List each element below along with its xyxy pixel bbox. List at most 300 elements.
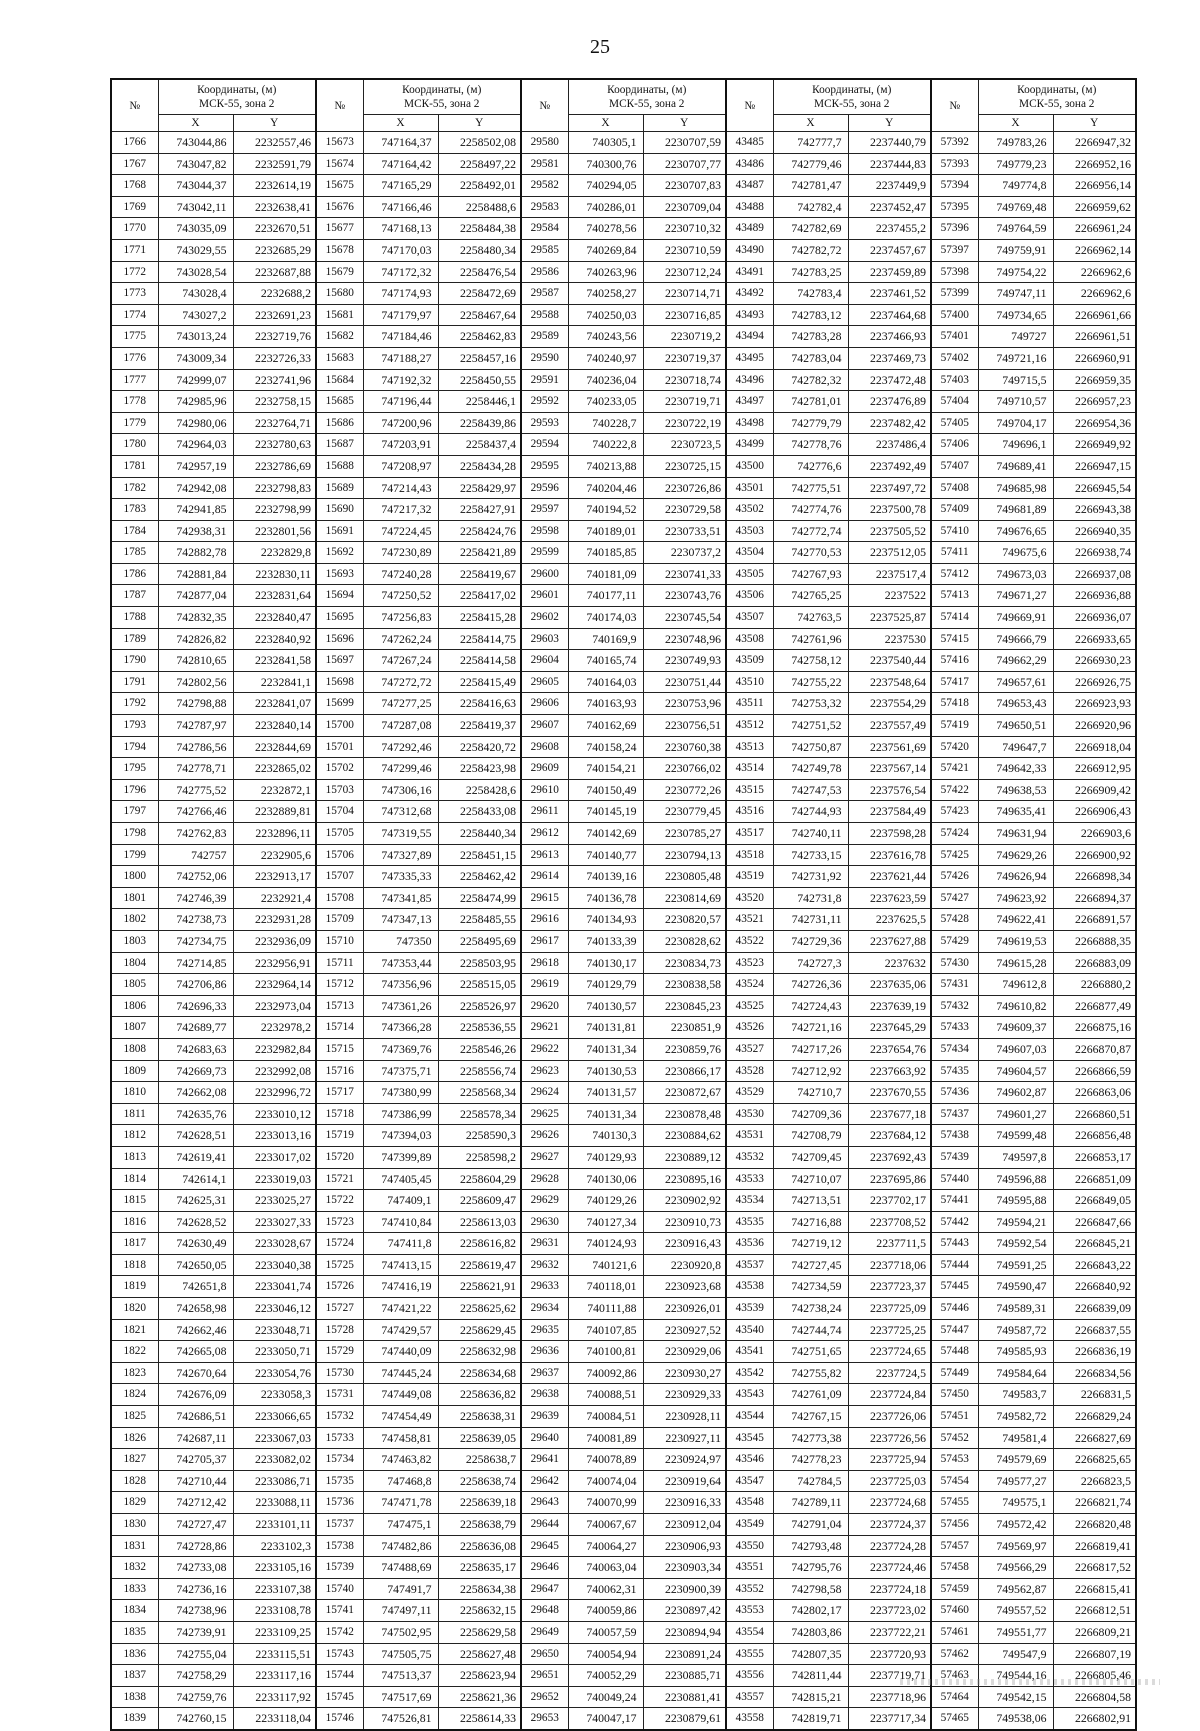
coord-y: 2237444,83 xyxy=(848,153,931,175)
point-number: 1836 xyxy=(111,1643,158,1665)
point-number: 1766 xyxy=(111,132,158,154)
coord-y: 2266936,88 xyxy=(1053,585,1136,607)
coord-y: 2258474,99 xyxy=(438,887,521,909)
coord-y: 2233117,16 xyxy=(233,1665,316,1687)
point-number: 57464 xyxy=(931,1686,978,1708)
coord-y: 2266837,55 xyxy=(1053,1319,1136,1341)
coord-x: 742882,78 xyxy=(158,542,233,564)
point-number: 15701 xyxy=(316,736,363,758)
coord-x: 749734,65 xyxy=(978,304,1053,326)
point-number: 57442 xyxy=(931,1211,978,1233)
table-row xyxy=(111,1578,1136,1600)
coord-x: 742782,32 xyxy=(773,369,848,391)
point-number: 15689 xyxy=(316,477,363,499)
point-number: 29582 xyxy=(521,175,568,197)
point-number: 57401 xyxy=(931,326,978,348)
coord-x: 747184,46 xyxy=(363,326,438,348)
coord-y: 2258636,08 xyxy=(438,1535,521,1557)
coord-y: 2266923,93 xyxy=(1053,693,1136,715)
coord-x: 747256,83 xyxy=(363,607,438,629)
coord-y: 2266870,87 xyxy=(1053,1038,1136,1060)
point-number: 29651 xyxy=(521,1665,568,1687)
point-number: 43529 xyxy=(726,1082,773,1104)
coord-y: 2258638,31 xyxy=(438,1406,521,1428)
coord-y: 2266877,49 xyxy=(1053,995,1136,1017)
coord-x: 749657,61 xyxy=(978,671,1053,693)
coord-y: 2258419,67 xyxy=(438,563,521,585)
coord-y: 2266843,22 xyxy=(1053,1254,1136,1276)
coord-x: 742670,64 xyxy=(158,1362,233,1384)
coord-y: 2232638,41 xyxy=(233,196,316,218)
point-number: 43497 xyxy=(726,391,773,413)
coord-y: 2237598,28 xyxy=(848,823,931,845)
coord-y: 2258578,34 xyxy=(438,1103,521,1125)
point-number: 1832 xyxy=(111,1557,158,1579)
coord-y: 2258613,03 xyxy=(438,1211,521,1233)
table-row xyxy=(111,650,1136,672)
header-coordinates-line2: МСК-55, зона 2 xyxy=(404,98,480,110)
coord-y: 2258488,6 xyxy=(438,196,521,218)
point-number: 57446 xyxy=(931,1298,978,1320)
point-number: 57444 xyxy=(931,1254,978,1276)
coord-y: 2230722,19 xyxy=(643,412,726,434)
coord-y: 2237486,4 xyxy=(848,434,931,456)
header-num: № xyxy=(521,79,568,132)
point-number: 43555 xyxy=(726,1643,773,1665)
coord-y: 2237554,29 xyxy=(848,693,931,715)
point-number: 1779 xyxy=(111,412,158,434)
point-number: 29649 xyxy=(521,1621,568,1643)
coord-y: 2230919,64 xyxy=(643,1470,726,1492)
coord-y: 2233017,02 xyxy=(233,1146,316,1168)
coord-y: 2258467,64 xyxy=(438,304,521,326)
coord-x: 747413,15 xyxy=(363,1254,438,1276)
coord-y: 2232913,17 xyxy=(233,866,316,888)
point-number: 1801 xyxy=(111,887,158,909)
point-number: 43507 xyxy=(726,607,773,629)
coord-y: 2237719,71 xyxy=(848,1665,931,1687)
coord-y: 2266820,48 xyxy=(1053,1514,1136,1536)
coord-y: 2230927,52 xyxy=(643,1319,726,1341)
point-number: 15720 xyxy=(316,1146,363,1168)
coord-x: 749727 xyxy=(978,326,1053,348)
coord-y: 2232964,14 xyxy=(233,974,316,996)
coord-x: 747482,86 xyxy=(363,1535,438,1557)
coord-y: 2237635,06 xyxy=(848,974,931,996)
coord-y: 2266906,43 xyxy=(1053,801,1136,823)
point-number: 43522 xyxy=(726,930,773,952)
coord-y: 2237616,78 xyxy=(848,844,931,866)
coord-y: 2230820,57 xyxy=(643,909,726,931)
point-number: 29601 xyxy=(521,585,568,607)
point-number: 29612 xyxy=(521,823,568,845)
coord-y: 2233108,78 xyxy=(233,1600,316,1622)
coord-y: 2266909,42 xyxy=(1053,779,1136,801)
point-number: 1834 xyxy=(111,1600,158,1622)
coord-y: 2237723,37 xyxy=(848,1276,931,1298)
point-number: 43495 xyxy=(726,347,773,369)
coord-y: 2258437,4 xyxy=(438,434,521,456)
coord-y: 2237645,29 xyxy=(848,1017,931,1039)
coord-x: 740134,93 xyxy=(568,909,643,931)
coord-x: 749612,8 xyxy=(978,974,1053,996)
point-number: 29580 xyxy=(521,132,568,154)
coord-y: 2230794,13 xyxy=(643,844,726,866)
coord-y: 2232780,63 xyxy=(233,434,316,456)
coord-x: 743028,54 xyxy=(158,261,233,283)
point-number: 15709 xyxy=(316,909,363,931)
point-number: 1773 xyxy=(111,283,158,305)
coord-x: 747217,32 xyxy=(363,499,438,521)
coord-y: 2266962,6 xyxy=(1053,283,1136,305)
coord-x: 749673,03 xyxy=(978,563,1053,585)
coord-y: 2237677,18 xyxy=(848,1103,931,1125)
point-number: 29634 xyxy=(521,1298,568,1320)
coord-y: 2266860,51 xyxy=(1053,1103,1136,1125)
coord-x: 742713,51 xyxy=(773,1190,848,1212)
point-number: 29583 xyxy=(521,196,568,218)
coord-x: 742721,16 xyxy=(773,1017,848,1039)
point-number: 15691 xyxy=(316,520,363,542)
point-number: 57431 xyxy=(931,974,978,996)
table-row xyxy=(111,779,1136,801)
point-number: 57395 xyxy=(931,196,978,218)
coord-x: 740222,8 xyxy=(568,434,643,456)
coord-y: 2230838,58 xyxy=(643,974,726,996)
table-row xyxy=(111,995,1136,1017)
coord-x: 749562,87 xyxy=(978,1578,1053,1600)
coord-x: 742651,8 xyxy=(158,1276,233,1298)
table-row xyxy=(111,132,1136,154)
coord-x: 742762,83 xyxy=(158,823,233,845)
coord-y: 2232831,64 xyxy=(233,585,316,607)
coord-x: 742802,17 xyxy=(773,1600,848,1622)
coord-x: 749582,72 xyxy=(978,1406,1053,1428)
table-row xyxy=(111,607,1136,629)
point-number: 15735 xyxy=(316,1470,363,1492)
point-number: 29633 xyxy=(521,1276,568,1298)
point-number: 57398 xyxy=(931,261,978,283)
coord-y: 2232685,29 xyxy=(233,239,316,261)
point-number: 57396 xyxy=(931,218,978,240)
coord-x: 742687,11 xyxy=(158,1427,233,1449)
coord-y: 2230924,97 xyxy=(643,1449,726,1471)
coord-x: 740063,04 xyxy=(568,1557,643,1579)
coord-x: 742740,11 xyxy=(773,823,848,845)
point-number: 1802 xyxy=(111,909,158,931)
table-row xyxy=(111,1254,1136,1276)
coord-y: 2258439,86 xyxy=(438,412,521,434)
coord-y: 2233027,33 xyxy=(233,1211,316,1233)
coord-y: 2258419,37 xyxy=(438,715,521,737)
point-number: 29625 xyxy=(521,1103,568,1125)
point-number: 43553 xyxy=(726,1600,773,1622)
point-number: 15695 xyxy=(316,607,363,629)
coord-x: 742635,76 xyxy=(158,1103,233,1125)
coord-x: 749547,9 xyxy=(978,1643,1053,1665)
coord-x: 740062,31 xyxy=(568,1578,643,1600)
coord-x: 742614,1 xyxy=(158,1168,233,1190)
coord-y: 2232921,4 xyxy=(233,887,316,909)
coord-y: 2237449,9 xyxy=(848,175,931,197)
coord-x: 740139,16 xyxy=(568,866,643,888)
coord-x: 742628,51 xyxy=(158,1125,233,1147)
point-number: 57420 xyxy=(931,736,978,758)
point-number: 57443 xyxy=(931,1233,978,1255)
point-number: 29626 xyxy=(521,1125,568,1147)
point-number: 57422 xyxy=(931,779,978,801)
point-number: 43487 xyxy=(726,175,773,197)
coord-x: 742755,22 xyxy=(773,671,848,693)
point-number: 15692 xyxy=(316,542,363,564)
point-number: 15716 xyxy=(316,1060,363,1082)
coord-x: 740145,19 xyxy=(568,801,643,823)
point-number: 1806 xyxy=(111,995,158,1017)
coord-y: 2232841,07 xyxy=(233,693,316,715)
point-number: 43516 xyxy=(726,801,773,823)
coord-x: 747168,13 xyxy=(363,218,438,240)
coord-y: 2266866,59 xyxy=(1053,1060,1136,1082)
coord-x: 743044,37 xyxy=(158,175,233,197)
coord-y: 2230834,73 xyxy=(643,952,726,974)
coord-y: 2266962,14 xyxy=(1053,239,1136,261)
point-number: 43549 xyxy=(726,1514,773,1536)
coord-y: 2258639,05 xyxy=(438,1427,521,1449)
coord-x: 742665,08 xyxy=(158,1341,233,1363)
coord-x: 742751,65 xyxy=(773,1341,848,1363)
coord-y: 2258598,2 xyxy=(438,1146,521,1168)
coord-x: 747179,97 xyxy=(363,304,438,326)
coord-x: 742709,36 xyxy=(773,1103,848,1125)
point-number: 43551 xyxy=(726,1557,773,1579)
point-number: 29620 xyxy=(521,995,568,1017)
coord-y: 2232840,92 xyxy=(233,628,316,650)
point-number: 29650 xyxy=(521,1643,568,1665)
table-row xyxy=(111,909,1136,931)
coord-x: 740263,96 xyxy=(568,261,643,283)
table-row xyxy=(111,1708,1136,1730)
coord-y: 2258546,26 xyxy=(438,1038,521,1060)
coord-y: 2233041,74 xyxy=(233,1276,316,1298)
coord-x: 740140,77 xyxy=(568,844,643,866)
point-number: 29640 xyxy=(521,1427,568,1449)
coord-x: 749774,8 xyxy=(978,175,1053,197)
coord-y: 2237459,89 xyxy=(848,261,931,283)
point-number: 15673 xyxy=(316,132,363,154)
coord-y: 2266957,23 xyxy=(1053,391,1136,413)
table-row xyxy=(111,455,1136,477)
coord-x: 747319,55 xyxy=(363,823,438,845)
table-row xyxy=(111,239,1136,261)
coord-y: 2258590,3 xyxy=(438,1125,521,1147)
coord-x: 740194,52 xyxy=(568,499,643,521)
point-number: 15721 xyxy=(316,1168,363,1190)
point-number: 29635 xyxy=(521,1319,568,1341)
coord-x: 740130,06 xyxy=(568,1168,643,1190)
point-number: 57407 xyxy=(931,455,978,477)
point-number: 15677 xyxy=(316,218,363,240)
coord-y: 2232687,88 xyxy=(233,261,316,283)
point-number: 43544 xyxy=(726,1406,773,1428)
coord-x: 742782,72 xyxy=(773,239,848,261)
point-number: 57414 xyxy=(931,607,978,629)
point-number: 29617 xyxy=(521,930,568,952)
coord-y: 2266912,95 xyxy=(1053,758,1136,780)
table-row xyxy=(111,1384,1136,1406)
coord-x: 742744,93 xyxy=(773,801,848,823)
coord-x: 747188,27 xyxy=(363,347,438,369)
point-number: 15714 xyxy=(316,1017,363,1039)
point-number: 57416 xyxy=(931,650,978,672)
point-number: 1828 xyxy=(111,1470,158,1492)
coord-x: 749666,79 xyxy=(978,628,1053,650)
point-number: 15738 xyxy=(316,1535,363,1557)
coord-y: 2237711,5 xyxy=(848,1233,931,1255)
point-number: 1782 xyxy=(111,477,158,499)
coord-x: 749671,27 xyxy=(978,585,1053,607)
point-number: 15742 xyxy=(316,1621,363,1643)
coord-y: 2258634,68 xyxy=(438,1362,521,1384)
point-number: 43489 xyxy=(726,218,773,240)
table-row xyxy=(111,1319,1136,1341)
header-y: Y xyxy=(233,115,316,132)
coord-y: 2258423,98 xyxy=(438,758,521,780)
coord-x: 749572,42 xyxy=(978,1514,1053,1536)
coord-x: 749676,65 xyxy=(978,520,1053,542)
point-number: 1800 xyxy=(111,866,158,888)
coord-y: 2266831,5 xyxy=(1053,1384,1136,1406)
point-number: 1768 xyxy=(111,175,158,197)
coord-y: 2258621,91 xyxy=(438,1276,521,1298)
coord-x: 749704,17 xyxy=(978,412,1053,434)
coord-y: 2232889,81 xyxy=(233,801,316,823)
coord-x: 747458,81 xyxy=(363,1427,438,1449)
coord-y: 2230814,69 xyxy=(643,887,726,909)
table-row xyxy=(111,1103,1136,1125)
coord-x: 747445,24 xyxy=(363,1362,438,1384)
coord-x: 743009,34 xyxy=(158,347,233,369)
coord-x: 749764,59 xyxy=(978,218,1053,240)
point-number: 43548 xyxy=(726,1492,773,1514)
header-coordinates-line2: МСК-55, зона 2 xyxy=(1019,98,1095,110)
point-number: 57408 xyxy=(931,477,978,499)
coord-x: 742784,5 xyxy=(773,1470,848,1492)
coord-y: 2237695,86 xyxy=(848,1168,931,1190)
coord-y: 2230719,2 xyxy=(643,326,726,348)
coord-x: 742726,36 xyxy=(773,974,848,996)
coord-y: 2230749,93 xyxy=(643,650,726,672)
coord-x: 742783,4 xyxy=(773,283,848,305)
point-number: 57429 xyxy=(931,930,978,952)
coord-x: 740131,57 xyxy=(568,1082,643,1104)
coord-x: 740286,01 xyxy=(568,196,643,218)
coord-x: 742791,04 xyxy=(773,1514,848,1536)
coord-x: 742985,96 xyxy=(158,391,233,413)
point-number: 43500 xyxy=(726,455,773,477)
point-number: 57460 xyxy=(931,1600,978,1622)
point-number: 1825 xyxy=(111,1406,158,1428)
coord-x: 742999,07 xyxy=(158,369,233,391)
coord-x: 747350 xyxy=(363,930,438,952)
point-number: 43538 xyxy=(726,1276,773,1298)
point-number: 15736 xyxy=(316,1492,363,1514)
point-number: 43510 xyxy=(726,671,773,693)
coord-y: 2258568,34 xyxy=(438,1082,521,1104)
point-number: 43514 xyxy=(726,758,773,780)
coord-y: 2258621,36 xyxy=(438,1686,521,1708)
point-number: 43518 xyxy=(726,844,773,866)
table-row xyxy=(111,974,1136,996)
point-number: 57415 xyxy=(931,628,978,650)
coord-x: 740142,69 xyxy=(568,823,643,845)
coord-y: 2237702,17 xyxy=(848,1190,931,1212)
coord-x: 742628,52 xyxy=(158,1211,233,1233)
coord-x: 742710,44 xyxy=(158,1470,233,1492)
coord-y: 2258495,69 xyxy=(438,930,521,952)
point-number: 43503 xyxy=(726,520,773,542)
coord-x: 742752,06 xyxy=(158,866,233,888)
coord-x: 742786,56 xyxy=(158,736,233,758)
coord-y: 2237584,49 xyxy=(848,801,931,823)
coord-y: 2230897,42 xyxy=(643,1600,726,1622)
point-number: 1811 xyxy=(111,1103,158,1125)
point-number: 1791 xyxy=(111,671,158,693)
coord-x: 740129,79 xyxy=(568,974,643,996)
coord-y: 2258492,01 xyxy=(438,175,521,197)
point-number: 29644 xyxy=(521,1514,568,1536)
table-row xyxy=(111,715,1136,737)
coord-y: 2266849,05 xyxy=(1053,1190,1136,1212)
header-coordinates xyxy=(363,79,521,115)
coord-x: 747230,89 xyxy=(363,542,438,564)
coord-x: 742810,65 xyxy=(158,650,233,672)
coord-x: 742765,25 xyxy=(773,585,848,607)
coord-x: 740047,17 xyxy=(568,1708,643,1730)
point-number: 15739 xyxy=(316,1557,363,1579)
coord-y: 2230927,11 xyxy=(643,1427,726,1449)
coord-x: 740174,03 xyxy=(568,607,643,629)
header-coordinates-line1: Координаты, (м) xyxy=(812,84,892,96)
point-number: 1827 xyxy=(111,1449,158,1471)
coord-y: 2232691,23 xyxy=(233,304,316,326)
coord-y: 2237724,37 xyxy=(848,1514,931,1536)
coord-x: 747475,1 xyxy=(363,1514,438,1536)
point-number: 15682 xyxy=(316,326,363,348)
coord-x: 749585,93 xyxy=(978,1341,1053,1363)
coord-x: 740162,69 xyxy=(568,715,643,737)
coord-y: 2266851,09 xyxy=(1053,1168,1136,1190)
coord-x: 742736,16 xyxy=(158,1578,233,1600)
point-number: 43530 xyxy=(726,1103,773,1125)
coord-y: 2266952,16 xyxy=(1053,153,1136,175)
coord-y: 2230737,2 xyxy=(643,542,726,564)
coord-x: 742729,36 xyxy=(773,930,848,952)
header-coordinates-line2: МСК-55, зона 2 xyxy=(199,98,275,110)
coord-x: 749604,57 xyxy=(978,1060,1053,1082)
point-number: 15702 xyxy=(316,758,363,780)
coord-y: 2258629,58 xyxy=(438,1621,521,1643)
header-x: X xyxy=(773,115,848,132)
coord-y: 2266903,6 xyxy=(1053,823,1136,845)
coord-y: 2237724,68 xyxy=(848,1492,931,1514)
coord-y: 2258625,62 xyxy=(438,1298,521,1320)
coord-x: 740118,01 xyxy=(568,1276,643,1298)
coord-x: 742712,92 xyxy=(773,1060,848,1082)
point-number: 29595 xyxy=(521,455,568,477)
coord-y: 2258634,38 xyxy=(438,1578,521,1600)
coord-x: 747203,91 xyxy=(363,434,438,456)
coord-x: 742747,53 xyxy=(773,779,848,801)
